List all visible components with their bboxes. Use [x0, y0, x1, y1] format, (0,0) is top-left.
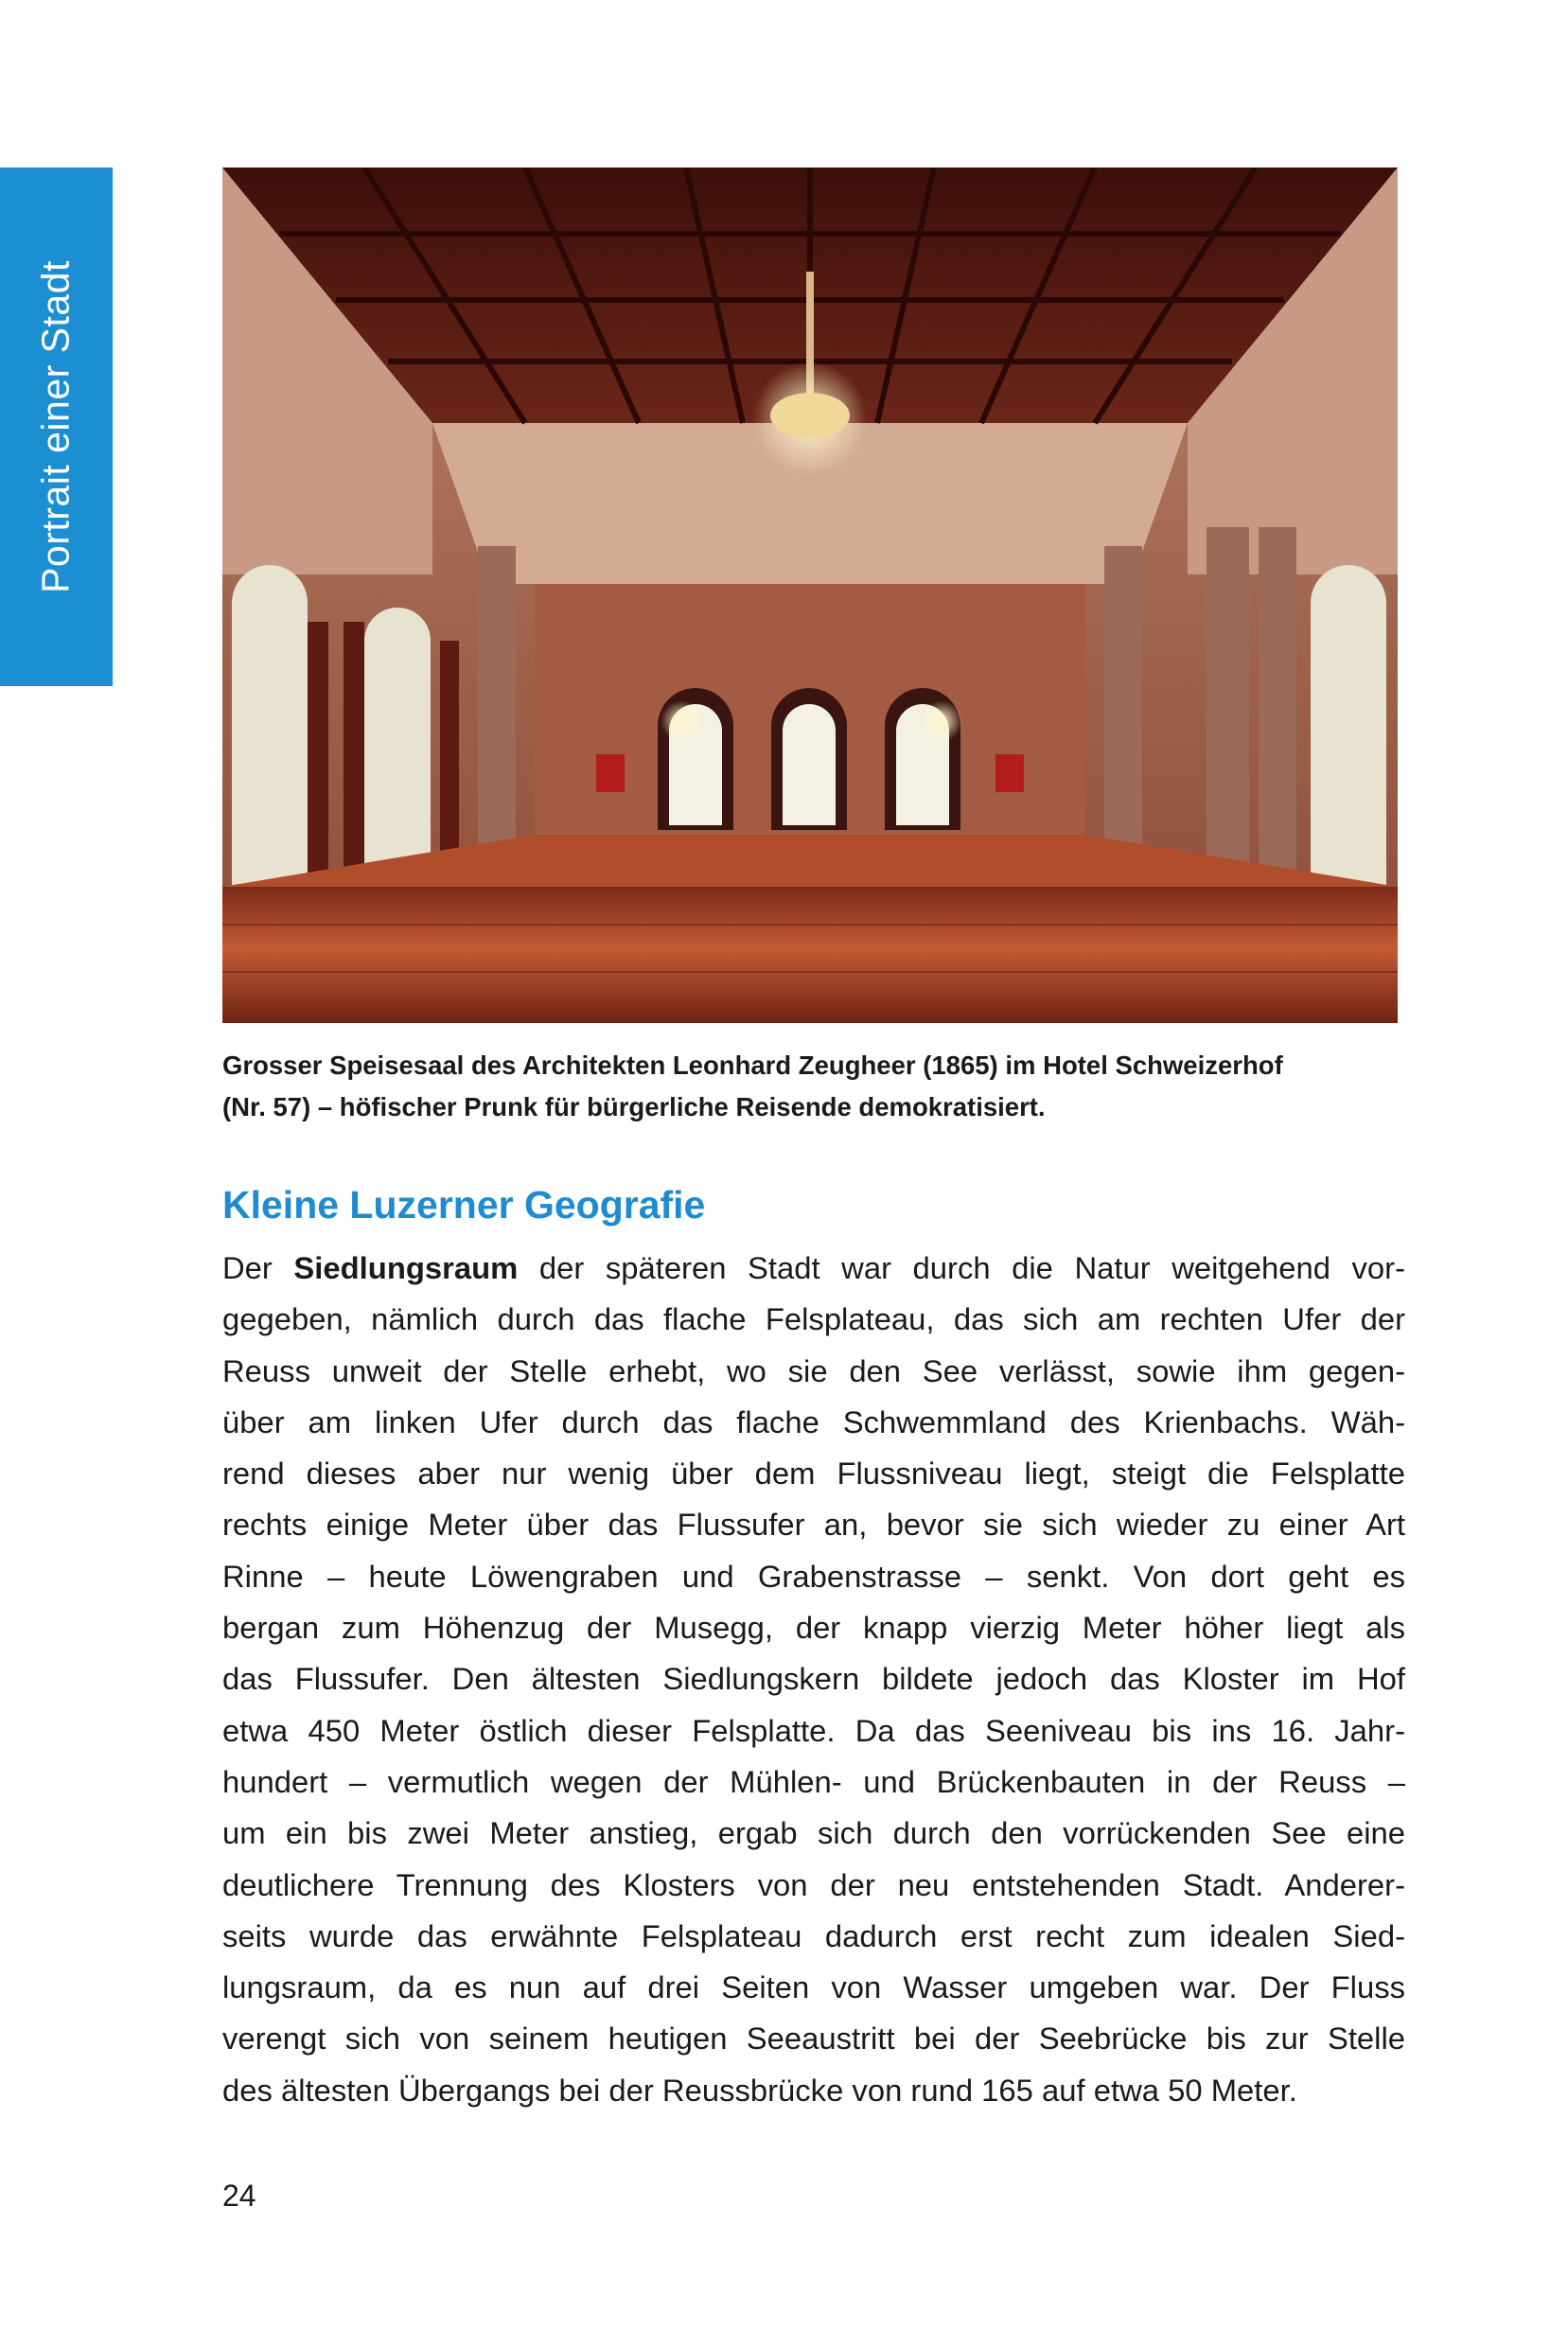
- body-line: über am linken Ufer durch das flache Schwemmland des Krienbachs. Wäh-: [222, 1404, 1405, 1439]
- body-line: das Flussufer. Den ältesten Siedlungskern bildete jedoch das Kloster im Hof: [222, 1661, 1405, 1697]
- body-line: verengt sich von seinem heutigen Seeaustritt bei der Seebrücke bis zur Stelle: [222, 2021, 1405, 2057]
- lead-bold-term: Siedlungsraum: [293, 1250, 519, 1285]
- section-heading: Kleine Luzerner Geografie: [222, 1183, 706, 1227]
- body-line: rend dieses aber nur wenig über dem Flussniveau liegt, steigt die Felsplatte: [222, 1456, 1405, 1492]
- body-line: seits wurde das erwähnte Felsplateau dadurch erst recht zum idealen Sied-: [222, 1917, 1405, 1953]
- lead-line-rest: der späteren Stadt war durch die Natur weitgehend vor-: [518, 1250, 1405, 1285]
- body-line: [222, 1243, 1405, 1294]
- body-line: deutlichere Trennung des Klosters von der neu entstehenden Stadt. Anderer-: [222, 1866, 1405, 1902]
- body-line: hundert – vermutlich wegen der Mühlen- und Brückenbauten in der Reuss –: [222, 1763, 1405, 1799]
- lead-text: Der: [222, 1250, 294, 1285]
- body-line: des ältesten Übergangs bei der Reussbrücke von rund 165 auf etwa 50 Meter.: [222, 2072, 1297, 2108]
- body-line: Rinne – heute Löwengraben und Grabenstrasse – senkt. Von dort geht es: [222, 1558, 1405, 1594]
- body-line: Reuss unweit der Stelle erhebt, wo sie den See verlässt, sowie ihm gegen-: [222, 1352, 1405, 1388]
- body-line: etwa 450 Meter östlich dieser Felsplatte. Da das Seeniveau bis ins 16. Jahr-: [222, 1712, 1405, 1748]
- chapter-side-tab: [0, 168, 113, 686]
- ballroom-photo-illustration: [222, 168, 1398, 1023]
- chapter-title: Portrait einer Stadt: [33, 260, 78, 593]
- ballroom-photo: [222, 168, 1398, 1023]
- section-body: [222, 1243, 1405, 2116]
- body-line: rechts einige Meter über das Flussufer an, bevor sie sich wieder zu einer Art: [222, 1507, 1405, 1543]
- photo-caption: [222, 1045, 1415, 1128]
- caption-line: Grosser Speisesaal des Architekten Leonhard Zeugheer (1865) im Hotel Schweizerhof: [222, 1050, 1283, 1080]
- page-number: 24: [222, 2179, 256, 2213]
- body-line: um ein bis zwei Meter anstieg, ergab sich durch den vorrückenden See eine: [222, 1815, 1405, 1851]
- body-line: gegeben, nämlich durch das flache Felsplateau, das sich am rechten Ufer der: [222, 1301, 1405, 1337]
- body-line: lungsraum, da es nun auf drei Seiten von Wasser umgeben war. Der Fluss: [222, 1969, 1405, 2005]
- caption-line: (Nr. 57) – höfischer Prunk für bürgerliche Reisende demokratisiert.: [222, 1092, 1046, 1121]
- body-line: bergan zum Höhenzug der Musegg, der knapp vierzig Meter höher liegt als: [222, 1610, 1405, 1646]
